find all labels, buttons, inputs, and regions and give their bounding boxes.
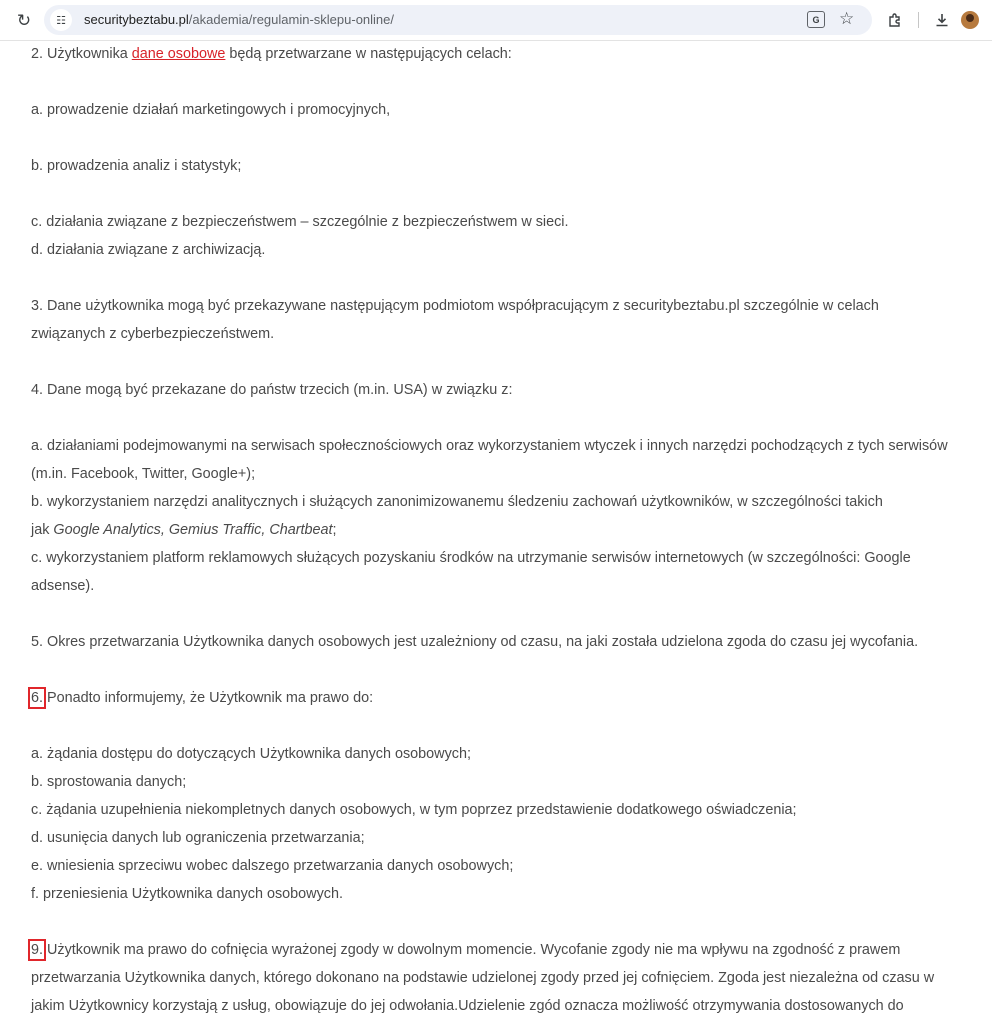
- list-item: b. sprostowania danych;: [31, 774, 187, 790]
- section-9-text: [31, 936, 992, 964]
- list-item: e. wniesienia sprzeciwu wobec dalszego przetwarzania danych osobowych;: [31, 858, 514, 874]
- section-4-heading: 4. Dane mogą być przekazane do państw trzecich (m.in. USA) w związku z:: [31, 382, 513, 398]
- section-number-highlighted: 6.: [31, 690, 44, 706]
- download-icon[interactable]: [929, 7, 955, 33]
- site-info-icon[interactable]: ☷: [50, 9, 72, 31]
- section-9-text: jakim Użytkownicy korzystają z usług, obowiązuje do jej odwołania.Udzielenie zgód oznacza możliwość otrzymywania dostosowanych do: [31, 998, 904, 1014]
- list-item: [31, 516, 992, 544]
- list-item: a. żądania dostępu do dotyczących Użytkownika danych osobowych;: [31, 746, 471, 762]
- extensions-icon[interactable]: [882, 7, 908, 33]
- list-item: b. wykorzystaniem narzędzi analitycznych i służących zanonimizowanemu śledzeniu zachowań użytkowników, w szczególności takich: [31, 494, 883, 510]
- text: 2. Użytkownika: [31, 46, 132, 62]
- list-item: a. działaniami podejmowanymi na serwisach społecznościowych oraz wykorzystaniem wtyczek i innych narzędzi pochodzących z tych serwisów: [31, 438, 948, 454]
- list-item: a. prowadzenie działań marketingowych i promocyjnych,: [31, 102, 391, 118]
- list-item: (m.in. Facebook, Twitter, Google+);: [31, 466, 256, 482]
- list-item: f. przeniesienia Użytkownika danych osobowych.: [31, 886, 343, 902]
- url-text[interactable]: [84, 12, 394, 27]
- toolbar-divider: [918, 12, 919, 28]
- list-item: c. wykorzystaniem platform reklamowych służących pozyskaniu środków na utrzymanie serwisów internetowych (w szczególności: Google: [31, 550, 911, 566]
- section-3-text: związanych z cyberbezpieczeństwem.: [31, 326, 275, 342]
- analytics-tools: Google Analytics, Gemius Traffic, Chartbeat: [53, 522, 333, 538]
- text: będą przetwarzane w następujących celach:: [225, 46, 512, 62]
- url-host: securitybeztabu.pl: [84, 12, 189, 27]
- text: Ponadto informujemy, że Użytkownik ma prawo do:: [43, 690, 374, 706]
- text: Użytkownik ma prawo do cofnięcia wyrażonej zgody w dowolnym momencie. Wycofanie zgody nie ma wpływu na zgodność z prawem: [43, 942, 901, 958]
- browser-toolbar: [0, 0, 992, 41]
- reload-icon[interactable]: ↻: [16, 10, 32, 30]
- text: jak: [31, 522, 54, 538]
- personal-data-link[interactable]: dane osobowe: [131, 46, 226, 62]
- list-item: c. działania związane z bezpieczeństwem – szczególnie z bezpieczeństwem w sieci.: [31, 214, 569, 230]
- policy-content: [31, 40, 992, 1020]
- list-item: d. usunięcia danych lub ograniczenia przetwarzania;: [31, 830, 365, 846]
- section-number-highlighted: 9.: [31, 942, 44, 958]
- list-item: d. działania związane z archiwizacją.: [31, 242, 266, 258]
- section-3-text: 3. Dane użytkownika mogą być przekazywane następującym podmiotom współpracującym z securitybeztabu.pl szczególnie w celach: [31, 298, 879, 314]
- section-9-text: przetwarzania Użytkownika danych, którego dokonano na podstawie udzielonej zgody przed jej cofnięciem. Zgoda jest niezależna od czasu w: [31, 970, 935, 986]
- translate-icon[interactable]: G: [807, 11, 825, 28]
- section-2-heading: [31, 40, 992, 68]
- url-path: /akademia/regulamin-sklepu-online/: [188, 12, 395, 27]
- profile-avatar[interactable]: [961, 11, 979, 29]
- text: ;: [332, 522, 337, 538]
- section-5-text: 5. Okres przetwarzania Użytkownika danych osobowych jest uzależniony od czasu, na jaki została udzielona zgoda do czasu jej wycofania.: [31, 634, 919, 650]
- list-item: adsense).: [31, 578, 95, 594]
- list-item: c. żądania uzupełnienia niekompletnych danych osobowych, w tym poprzez przedstawienie dodatkowego oświadczenia;: [31, 802, 797, 818]
- section-6-heading: [31, 684, 992, 712]
- list-item: b. prowadzenia analiz i statystyk;: [31, 158, 242, 174]
- address-bar[interactable]: [44, 5, 872, 35]
- star-icon[interactable]: ☆: [839, 9, 855, 28]
